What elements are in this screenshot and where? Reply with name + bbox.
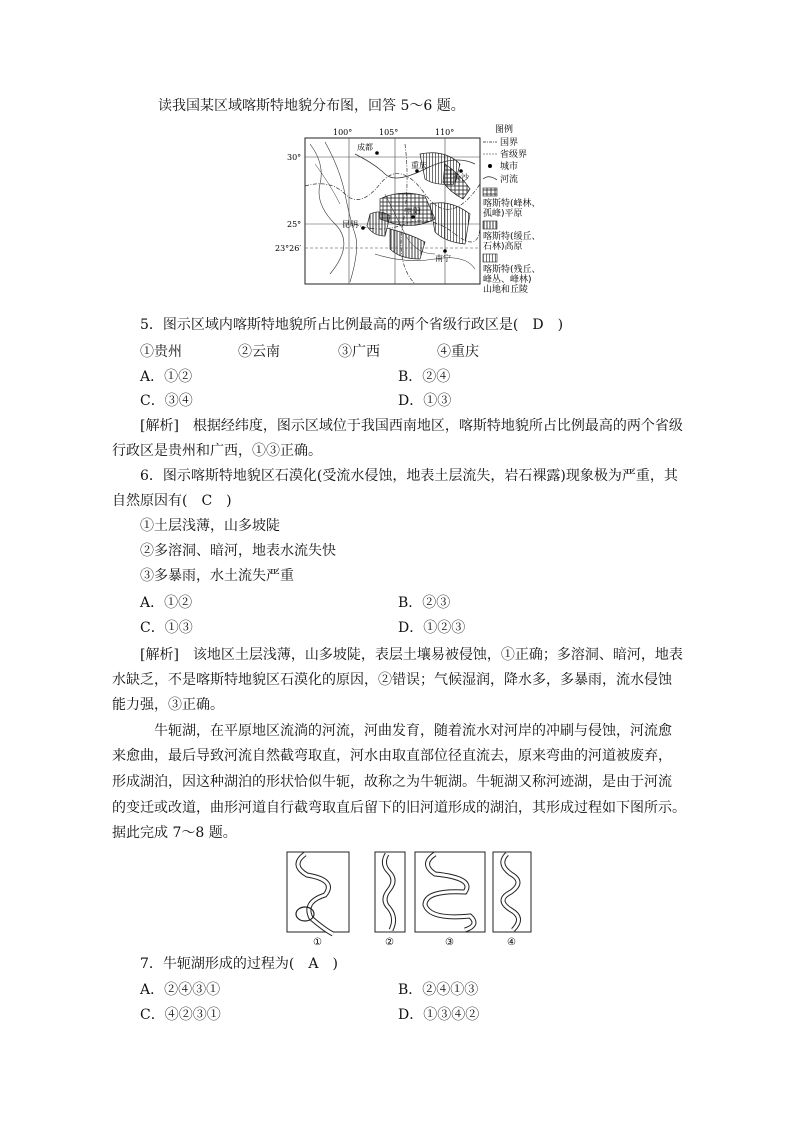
q5-item: ④重庆 bbox=[437, 344, 479, 360]
q6-option-a: A．①② bbox=[140, 595, 193, 611]
oxbow-stage-label: ③ bbox=[445, 937, 454, 948]
q7-option-b: B．②④①③ bbox=[398, 982, 479, 998]
passage-line: 来愈曲，最后导致河流自然截弯取直，河水由取直部位径直流去，原来弯曲的河道被废弃， bbox=[112, 748, 672, 764]
lon-label: 100° bbox=[333, 128, 353, 137]
city-label: 昆明 bbox=[342, 220, 358, 229]
city-label: 成都 bbox=[357, 143, 373, 152]
legend-karst-hills: 山地和丘陵 bbox=[483, 285, 529, 295]
q6-analysis: 水缺乏，不是喀斯特地貌区石漠化的原因，②错误；气候湿润，降水多，多暴雨，流水侵蚀 bbox=[112, 672, 672, 688]
legend-item: 省级界 bbox=[500, 150, 528, 160]
q6-analysis: [解析] 该地区土层浅薄，山多坡陡，表层土壤易被侵蚀，①正确；多溶洞、暗河，地表 bbox=[140, 647, 683, 663]
q6-option-c: C．①③ bbox=[140, 620, 193, 636]
q7-option-d: D．①③④② bbox=[398, 1007, 480, 1023]
q5-stem: 5．图示区域内喀斯特地貌所占比例最高的两个省级行政区是( D ) bbox=[140, 317, 564, 333]
q5-option-a: A．①② bbox=[140, 369, 193, 385]
legend-karst-plateau: 石林)高原 bbox=[483, 242, 523, 252]
legend-karst-plateau: 喀斯特(缓丘、 bbox=[483, 232, 541, 242]
q5-option-d: D．①③ bbox=[398, 393, 452, 409]
karst-distribution-map bbox=[275, 124, 555, 304]
lat-label: 23°26′ bbox=[275, 244, 302, 253]
q6-stem: 6．图示喀斯特地貌区石漠化(受流水侵蚀，地表土层流失，岩石裸露)现象极为严重，其 bbox=[140, 468, 678, 484]
q6-stem: 自然原因有( C ) bbox=[112, 493, 232, 509]
q5-option-c: C．③④ bbox=[140, 393, 193, 409]
intro-text: 读我国某区域喀斯特地貌分布图，回答 5～6 题。 bbox=[158, 98, 465, 114]
q5-option-b: B．②④ bbox=[398, 369, 451, 385]
lon-label: 105° bbox=[379, 128, 399, 137]
city-label: 贵阳 bbox=[405, 207, 421, 216]
city-label: 长沙 bbox=[453, 173, 469, 182]
legend-karst-hills: 峰丛、峰林) bbox=[483, 275, 532, 285]
q7-option-a: A．②④③① bbox=[140, 982, 221, 998]
passage-line: 的变迁或改道，曲形河道自行截弯取直后留下的旧河道形成的湖泊，其形成过程如下图所示。 bbox=[112, 800, 686, 816]
legend-title: 图例 bbox=[495, 125, 514, 135]
q5-item: ③广西 bbox=[338, 344, 380, 360]
q5-analysis: 行政区是贵州和广西，①③正确。 bbox=[112, 443, 322, 459]
oxbow-lake-stages-figure bbox=[285, 850, 535, 948]
q6-option-b: B．②③ bbox=[398, 595, 451, 611]
q6-analysis: 能力强，③正确。 bbox=[112, 697, 224, 713]
lat-label: 30° bbox=[287, 153, 302, 162]
q6-item: ③多暴雨，水土流失严重 bbox=[140, 568, 294, 584]
oxbow-stage-label: ① bbox=[313, 937, 322, 948]
q6-item: ②多溶洞、暗河，地表水流失快 bbox=[140, 543, 336, 559]
city-label: 重庆 bbox=[411, 161, 427, 170]
q7-option-c: C．④②③① bbox=[140, 1007, 221, 1023]
legend-karst-hills: 喀斯特(残丘、 bbox=[483, 265, 541, 275]
city-label: 南宁 bbox=[435, 254, 451, 263]
q6-item: ①土层浅薄，山多坡陡 bbox=[140, 518, 280, 534]
q7-stem: 7．牛轭湖形成的过程为( A ) bbox=[140, 956, 338, 972]
lon-label: 110° bbox=[435, 128, 455, 137]
q5-item: ②云南 bbox=[238, 344, 280, 360]
q5-item: ①贵州 bbox=[140, 344, 182, 360]
passage-line: 形成湖泊，因这种湖泊的形状恰似牛轭，故称之为牛轭湖。牛轭湖又称河迹湖，是由于河流 bbox=[112, 774, 672, 790]
lat-label: 25° bbox=[287, 220, 302, 229]
legend-item: 国界 bbox=[500, 138, 519, 148]
passage-line: 据此完成 7～8 题。 bbox=[112, 825, 237, 841]
passage-line: 牛轭湖，在平原地区流淌的河流，河曲发育，随着流水对河岸的冲刷与侵蚀，河流愈 bbox=[154, 723, 672, 739]
legend-karst-plain: 孤峰)平原 bbox=[483, 209, 523, 219]
legend-karst-plain: 喀斯特(峰林、 bbox=[483, 199, 541, 209]
q6-option-d: D．①②③ bbox=[398, 620, 466, 636]
legend-item: 河流 bbox=[500, 175, 519, 185]
q5-analysis: [解析] 根据经纬度，图示区域位于我国西南地区，喀斯特地貌所占比例最高的两个省级 bbox=[140, 418, 683, 434]
oxbow-stage-label: ② bbox=[385, 937, 394, 948]
oxbow-stage-label: ④ bbox=[507, 937, 516, 948]
legend-item: 城市 bbox=[500, 162, 519, 172]
